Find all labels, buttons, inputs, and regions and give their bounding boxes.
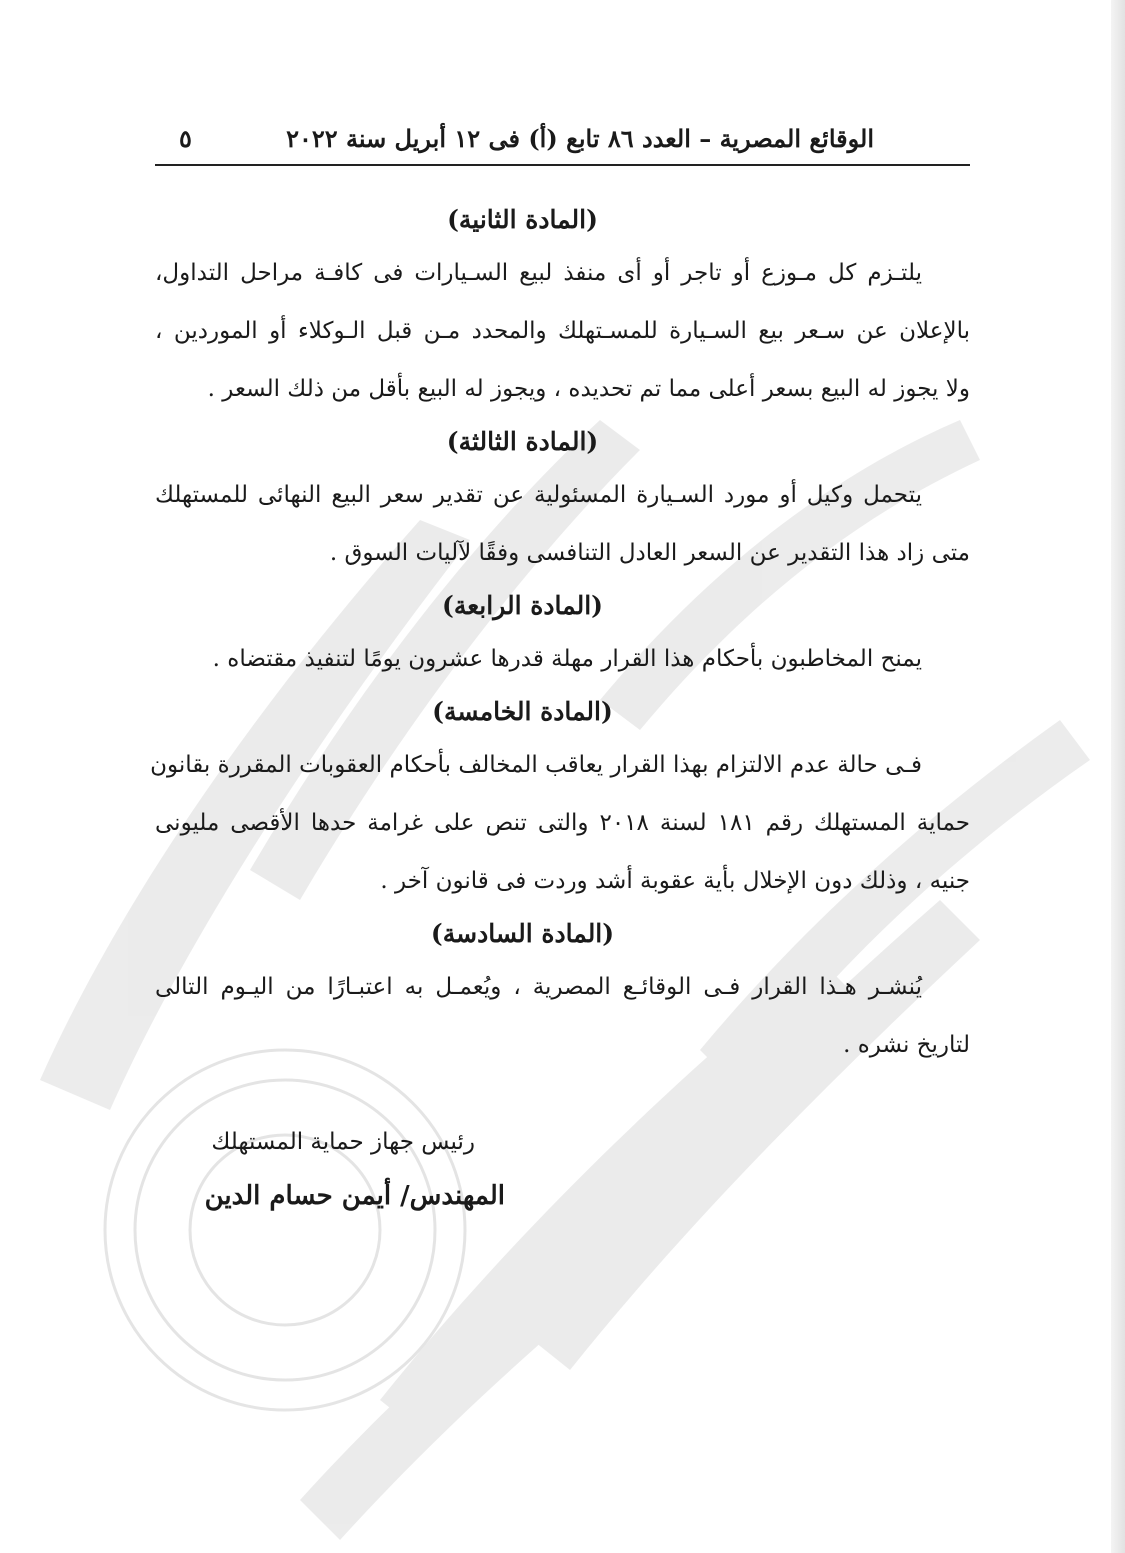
decree-body	[150, 196, 970, 1074]
page-number: ٥	[179, 124, 192, 153]
text-line: يمنح المخاطبون بأحكام هذا القرار مهلة قدرها عشرون يومًا لتنفيذ مقتضاه .	[212, 646, 922, 672]
article-title-second: (المادة الثانية)	[447, 205, 598, 234]
article-title-fourth: (المادة الرابعة)	[442, 591, 603, 620]
page-header	[155, 118, 970, 166]
text-line: يُنشـر هـذا القرار فـى الوقائـع المصرية ، ويُعمـل به اعتبـارًا من اليـوم التالى	[155, 974, 922, 1000]
article-text-fifth	[150, 736, 970, 910]
text-line: لتاريخ نشره .	[843, 1032, 970, 1058]
gazette-header-title: الوقائع المصرية – العدد ٨٦ تابع (أ) فى ١٢ أبريل سنة ٢٠٢٢	[286, 124, 874, 153]
article-title-fifth: (المادة الخامسة)	[432, 697, 613, 726]
text-line: جنيه ، وذلك دون الإخلال بأية عقوبة أشد وردت فى قانون آخر .	[380, 868, 970, 894]
text-line: متى زاد هذا التقدير عن السعر العادل التنافسى وفقًا لآليات السوق .	[329, 540, 970, 566]
article-text-fourth	[155, 630, 970, 688]
signatory-name: المهندس/ أيمن حسام الدين	[204, 1181, 505, 1211]
text-line: ولا يجوز له البيع بسعر أعلى مما تم تحديده ، ويجوز له البيع بأقل من ذلك السعر .	[207, 376, 970, 402]
text-line: فـى حالة عدم الالتزام بهذا القرار يعاقب المخالف بأحكام العقوبات المقررة بقانون	[150, 752, 922, 778]
article-text-second	[155, 244, 970, 418]
article-text-third	[155, 466, 970, 582]
text-line: يلتـزم كل مـوزع أو تاجر أو أى منفذ لبيع السـيارات فى كافـة مراحل التداول،	[155, 260, 922, 286]
page-edge-shadow	[1111, 0, 1125, 1553]
text-line: بالإعلان عن سـعر بيع السـيارة للمسـتهلك والمحدد مـن قبل الـوكلاء أو الموردين ،	[155, 318, 970, 344]
article-title-sixth: (المادة السادسة)	[430, 919, 615, 948]
signatory-role: رئيس جهاز حماية المستهلك	[211, 1129, 475, 1155]
text-line: حماية المستهلك رقم ١٨١ لسنة ٢٠١٨ والتى تنص على غرامة حدها الأقصى مليونى	[155, 810, 970, 836]
article-text-sixth	[155, 958, 970, 1074]
text-line: يتحمل وكيل أو مورد السـيارة المسئولية عن تقدير سعر البيع النهائى للمستهلك	[155, 482, 922, 508]
signature-block	[160, 1118, 505, 1226]
article-title-third: (المادة الثالثة)	[446, 427, 599, 456]
